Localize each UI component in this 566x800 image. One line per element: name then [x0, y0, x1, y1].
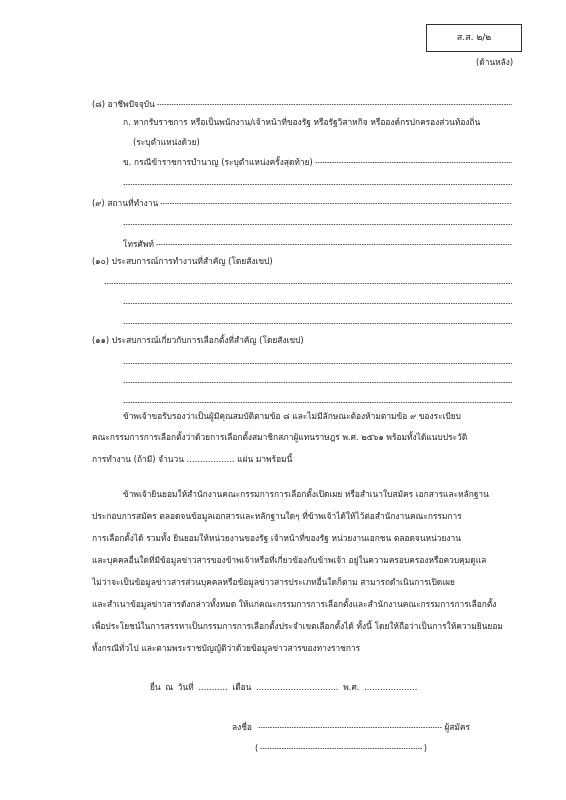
work-experience-line-2[interactable]: [123, 295, 512, 307]
phone-field[interactable]: [123, 236, 512, 248]
election-experience-line-2[interactable]: [123, 374, 512, 386]
printed-name-fill-line: [260, 747, 421, 750]
occupation-option-a-note: (ระบุตำแหน่งด้วย): [133, 137, 200, 147]
workplace-field[interactable]: [92, 195, 512, 207]
work-experience-line-3[interactable]: [123, 315, 512, 327]
workplace-extra-line[interactable]: [123, 216, 512, 228]
signature-field[interactable]: [232, 719, 470, 731]
printed-name-field[interactable]: [255, 740, 427, 752]
workplace-label: (๙) สถานที่ทำงาน: [92, 197, 159, 208]
filed-year-label: พ.ศ.: [343, 682, 360, 692]
election-experience-line-1[interactable]: [123, 355, 512, 367]
work-experience-fill-line: [123, 302, 512, 305]
filed-month-label: เดือน: [232, 682, 252, 692]
filed-month-field[interactable]: ...............................: [256, 682, 339, 692]
election-experience-line-3[interactable]: [123, 394, 512, 406]
signature-role: ผู้สมัคร: [444, 721, 470, 732]
consent-line-7: เพื่อประโยชน์ในการสรรหาเป็นกรรมการการเลือกตั้งประจำเขตเลือกตั้งได้ ทั้งนี้ โดยให้ถือว่าเป็นการให้ความยินยอม: [92, 621, 503, 631]
occupation-fill-line: [157, 103, 512, 106]
phone-label: โทรศัพท์: [123, 238, 154, 249]
printed-name-close-paren: ): [423, 742, 427, 753]
filed-day-field[interactable]: ...........: [198, 682, 228, 692]
consent-line-6: และสำเนาข้อมูลข่าวสารดังกล่าวทั้งหมด ให้แก่คณะกรรมการการเลือกตั้งและสำนักงานคณะกรรมการการเลือกตั้ง: [92, 599, 497, 609]
consent-line-3: การเลือกตั้งได้ รวมทั้ง ยินยอมให้หน่วยงานของรัฐ เจ้าหน้าที่ของรัฐ หน่วยงานเอกชน ตลอดจนหน่วยงาน: [92, 533, 461, 543]
workplace-fill-line: [160, 202, 512, 205]
consent-line-1: ข้าพเจ้ายินยอมให้สำนักงานคณะกรรมการการเลือกตั้งเปิดเผย หรือสำเนาใบสมัคร เอกสารและหลักฐาน: [123, 489, 489, 499]
election-experience-fill-line: [123, 362, 512, 365]
pension-fill-line: [315, 161, 512, 164]
certification-line-2: คณะกรรมการการเลือกตั้งว่าด้วยการเลือกตั้งสมาชิกสภาผู้แทนราษฎร พ.ศ. ๒๕๖๑ พร้อมทั้งได้แนบประวัติ: [92, 432, 468, 442]
certification-line-1: ข้าพเจ้าขอรับรองว่าเป็นผู้มีคุณสมบัติตามข้อ ๘ และไม่มีลักษณะต้องห้ามตามข้อ ๙ ของระเบียบ: [123, 411, 462, 421]
pension-position-field[interactable]: [123, 154, 512, 166]
workplace-extra-fill-line: [123, 223, 512, 226]
filed-prefix: ยื่น ณ วันที่: [150, 682, 194, 692]
occupation-option-b: ข. กรณีข้าราชการบำนาญ (ระบุตำแหน่งครั้งสุดท้าย): [123, 156, 313, 167]
printed-name-open-paren: (: [255, 742, 259, 753]
occupation-option-a: ก. หากรับราชการ หรือเป็นพนักงาน/เจ้าหน้าที่ของรัฐ หรือรัฐวิสาหกิจ หรือองค์กรปกครองส่วนท้องถิ่น: [123, 117, 481, 127]
occupation-extra-fill-line: [123, 183, 512, 186]
election-experience-fill-line: [123, 381, 512, 384]
filed-year-field[interactable]: ....................: [364, 682, 418, 692]
election-experience-label: (๑๑) ประสบการณ์เกี่ยวกับการเลือกตั้งที่สำคัญ (โดยสังเขป): [92, 335, 304, 345]
occupation-field[interactable]: [92, 96, 512, 108]
consent-line-2: ประกอบการสมัคร ตลอดจนข้อมูลเอกสารและหลักฐานใดๆ ที่ข้าพเจ้าได้ให้ไว้ต่อสำนักงานคณะกรรมการ: [92, 511, 462, 521]
occupation-label: (๘) อาชีพปัจจุบัน: [92, 98, 155, 109]
certification-line-3: การทำงาน (ถ้ามี) จำนวน .................. แผ่น มาพร้อมนี้: [92, 454, 293, 464]
filed-date-row: [150, 683, 417, 691]
consent-line-5: ไม่ว่าจะเป็นข้อมูลข่าวสารส่วนบุคคลหรือข้อมูลข่าวสารประเภทอื่นใดก็ตาม สามารถดำเนินการเปิดเผย: [92, 577, 455, 587]
consent-line-4: และบุคคลอื่นใดที่มีข้อมูลข่าวสารของข้าพเจ้าหรือที่เกี่ยวข้องกับข้าพเจ้า อยู่ในความครอบครองหรือควบคุมดูแล: [92, 555, 487, 565]
phone-fill-line: [156, 243, 512, 246]
form-code-box: [426, 24, 522, 52]
work-experience-label: (๑๐) ประสบการณ์การทำงานที่สำคัญ (โดยสังเขป): [92, 256, 273, 266]
work-experience-fill-line: [104, 282, 512, 285]
election-experience-fill-line: [123, 401, 512, 404]
page-side-label: (ด้านหลัง): [476, 57, 514, 67]
signature-fill-line: [258, 726, 442, 729]
form-code: ส.ส. ๒/๒: [456, 32, 492, 43]
occupation-extra-line[interactable]: [123, 176, 512, 188]
work-experience-fill-line: [123, 322, 512, 325]
work-experience-line-1[interactable]: [104, 275, 512, 287]
signature-label: ลงชื่อ: [232, 721, 252, 732]
consent-line-8: ทั้งกรณีทั่วไป และตามพระราชบัญญัติว่าด้วยข้อมูลข่าวสารของทางราชการ: [92, 643, 361, 653]
